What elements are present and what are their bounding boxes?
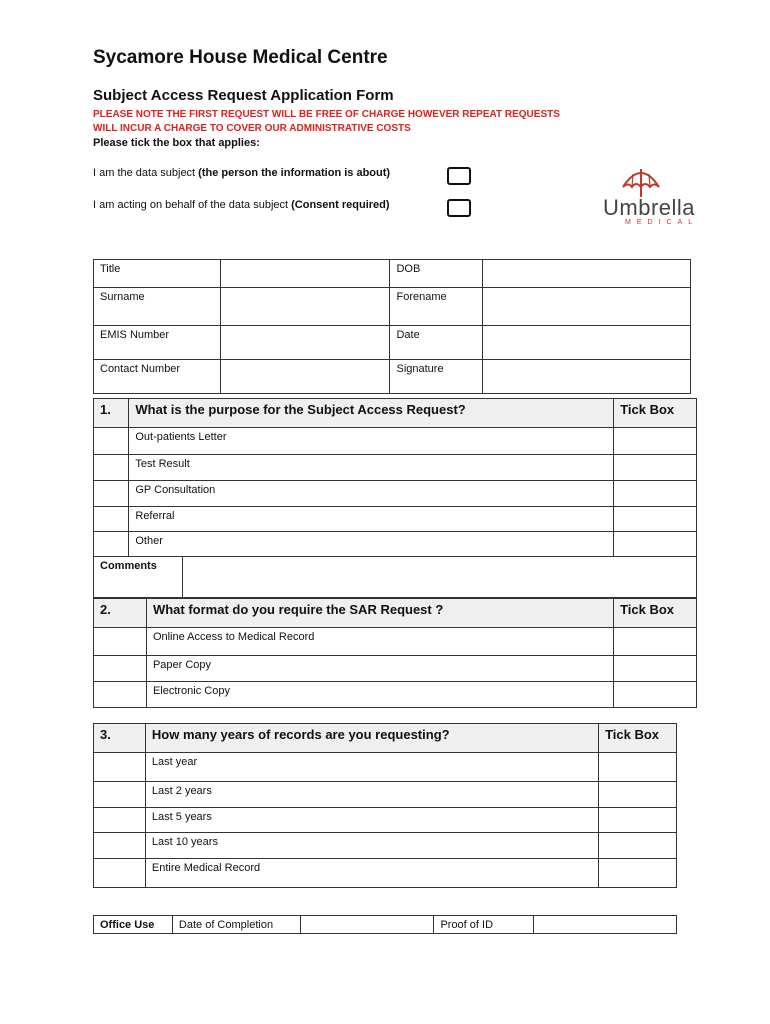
format-tickbox-electronic[interactable]	[614, 682, 697, 708]
years-item-entire: Entire Medical Record	[145, 859, 598, 888]
purpose-item-referral: Referral	[129, 507, 614, 532]
title-label: Title	[94, 260, 221, 288]
row-blank	[94, 507, 129, 532]
format-item-online: Online Access to Medical Record	[146, 628, 613, 656]
umbrella-medical-logo	[603, 165, 713, 227]
section3-tick-header: Tick Box	[599, 724, 677, 753]
row-blank	[94, 481, 129, 507]
section1-question: What is the purpose for the Subject Access Request?	[129, 399, 614, 428]
on-behalf-checkbox[interactable]	[447, 199, 471, 217]
purpose-tickbox-gp-consultation[interactable]	[614, 481, 697, 507]
row-blank	[94, 808, 146, 833]
surname-field[interactable]	[220, 288, 390, 326]
surname-label: Surname	[94, 288, 221, 326]
forename-field[interactable]	[483, 288, 691, 326]
purpose-item-other: Other	[129, 532, 614, 557]
row-blank	[94, 428, 129, 455]
option-on-behalf-text: I am acting on behalf of the data subject	[93, 199, 292, 211]
years-tickbox-last-2[interactable]	[599, 782, 677, 808]
option-data-subject	[93, 167, 390, 179]
years-tickbox-last-10[interactable]	[599, 833, 677, 859]
format-item-electronic: Electronic Copy	[146, 682, 613, 708]
row-blank	[94, 656, 147, 682]
umbrella-icon	[603, 165, 713, 199]
years-item-last-5: Last 5 years	[145, 808, 598, 833]
section2-question: What format do you require the SAR Request ?	[146, 599, 613, 628]
completion-date-field[interactable]	[300, 916, 434, 934]
years-item-last-10: Last 10 years	[145, 833, 598, 859]
row-blank	[94, 532, 129, 557]
row-blank	[94, 833, 146, 859]
notice-line-2: WILL INCUR A CHARGE TO COVER OUR ADMINISTRATIVE COSTS	[93, 123, 411, 134]
option-on-behalf-bold: (Consent required)	[291, 199, 390, 211]
dob-label: DOB	[390, 260, 483, 288]
purpose-item-outpatients: Out-patients Letter	[129, 428, 614, 455]
data-subject-checkbox[interactable]	[447, 167, 471, 185]
contact-field[interactable]	[220, 360, 390, 394]
section3-number: 3.	[94, 724, 146, 753]
option-data-subject-bold: (the person the information is about)	[198, 167, 391, 179]
purpose-tickbox-other[interactable]	[614, 532, 697, 557]
years-tickbox-entire[interactable]	[599, 859, 677, 888]
years-table	[93, 723, 677, 888]
comments-label: Comments	[94, 557, 183, 598]
contact-label: Contact Number	[94, 360, 221, 394]
signature-field[interactable]	[483, 360, 691, 394]
purpose-table	[93, 398, 697, 598]
section2-tick-header: Tick Box	[614, 599, 697, 628]
page-title: Sycamore House Medical Centre	[93, 47, 388, 68]
years-item-last-2: Last 2 years	[145, 782, 598, 808]
section2-number: 2.	[94, 599, 147, 628]
tick-instruction: Please tick the box that applies:	[93, 137, 260, 149]
option-data-subject-text: I am the data subject	[93, 167, 199, 179]
logo-subtitle: MEDICAL	[625, 219, 699, 226]
logo-word: Umbrella	[603, 195, 696, 220]
row-blank	[94, 455, 129, 481]
purpose-item-gp-consultation: GP Consultation	[129, 481, 614, 507]
purpose-tickbox-test-result[interactable]	[614, 455, 697, 481]
purpose-tickbox-outpatients[interactable]	[614, 428, 697, 455]
row-blank	[94, 859, 146, 888]
forename-label: Forename	[390, 288, 483, 326]
dob-field[interactable]	[483, 260, 691, 288]
section3-question: How many years of records are you requesting?	[145, 724, 598, 753]
office-use-label: Office Use	[94, 916, 173, 934]
option-on-behalf	[93, 199, 390, 211]
row-blank	[94, 782, 146, 808]
format-table	[93, 598, 697, 708]
section1-tick-header: Tick Box	[614, 399, 697, 428]
section1-number: 1.	[94, 399, 129, 428]
signature-label: Signature	[390, 360, 483, 394]
row-blank	[94, 753, 146, 782]
format-tickbox-online[interactable]	[614, 628, 697, 656]
format-item-paper: Paper Copy	[146, 656, 613, 682]
notice-line-1: PLEASE NOTE THE FIRST REQUEST WILL BE FREE OF CHARGE HOWEVER REPEAT REQUESTS	[93, 109, 560, 120]
completion-date-label: Date of Completion	[172, 916, 300, 934]
years-tickbox-last-5[interactable]	[599, 808, 677, 833]
row-blank	[94, 628, 147, 656]
patient-details-table	[93, 259, 691, 394]
row-blank	[94, 682, 147, 708]
years-item-last-year: Last year	[145, 753, 598, 782]
years-tickbox-last-year[interactable]	[599, 753, 677, 782]
title-field[interactable]	[220, 260, 390, 288]
date-label: Date	[390, 326, 483, 360]
proof-of-id-field[interactable]	[534, 916, 677, 934]
comments-field[interactable]	[182, 557, 696, 598]
emis-field[interactable]	[220, 326, 390, 360]
date-field[interactable]	[483, 326, 691, 360]
proof-of-id-label: Proof of ID	[434, 916, 534, 934]
purpose-tickbox-referral[interactable]	[614, 507, 697, 532]
office-use-table	[93, 915, 677, 934]
form-title: Subject Access Request Application Form	[93, 87, 394, 104]
format-tickbox-paper[interactable]	[614, 656, 697, 682]
charge-notice	[93, 108, 613, 136]
emis-label: EMIS Number	[94, 326, 221, 360]
purpose-item-test-result: Test Result	[129, 455, 614, 481]
